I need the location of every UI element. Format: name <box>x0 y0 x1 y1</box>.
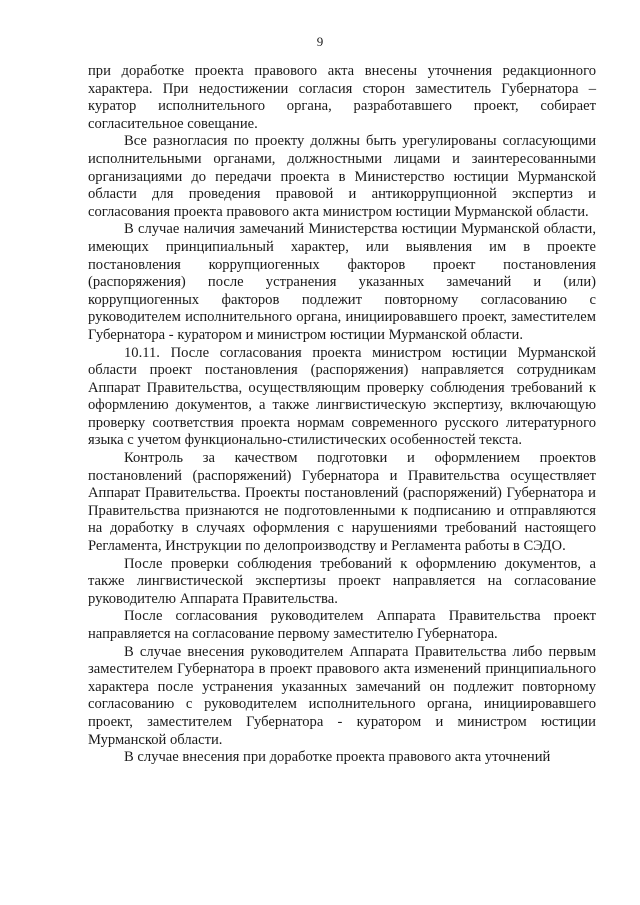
paragraph: Все разногласия по проекту должны быть урегулированы согласующими исполнительными органами, должностными лицами и заинтересованными организациями до передачи проекта в Министерство юстиции Мурманской области для проведения правовой и антикоррупционной экспертиз и согласования проекта правового акта министром юстиции Мурманской области. <box>88 133 596 220</box>
page-number: 9 <box>316 34 324 49</box>
document-body <box>88 63 596 767</box>
paragraph: После проверки соблюдения требований к оформлению документов, а также лингвистической экспертизы проект направляется на согласование руководителю Аппарата Правительства. <box>88 555 596 607</box>
paragraph: В случае внесения при доработке проекта правового акта уточнений <box>124 749 551 766</box>
paragraph: В случае наличия замечаний Министерства юстиции Мурманской области, имеющих принципиальный характер, или выявления им в проекте постановления коррупциогенных факторов проект постановления (распоряжения) после устранения указанных замечаний и (или) коррупциогенных факторов подлежит повторному согласованию с руководителем исполнительного органа, инициировавшего проект, заместителем Губернатора - куратором и министром юстиции Мурманской области. <box>88 221 596 343</box>
paragraph: 10.11. После согласования проекта министром юстиции Мурманской области проект постановления (распоряжения) направляется сотрудникам Аппарат Правительства, осуществляющим проверку соблюдения требований к оформлению документов, а также лингвистическую экспертизу, включающую проверку соответствия проекта нормам современного русского литературного языка с учетом функционально-стилистических особенностей текста. <box>88 344 596 449</box>
paragraph: при доработке проекта правового акта внесены уточнения редакционного характера. При недостижении согласия сторон заместитель Губернатора – куратор исполнительного органа, разработавшего проект, собирает согласительное совещание. <box>88 63 596 132</box>
paragraph: Контроль за качеством подготовки и оформлением проектов постановлений (распоряжений) Губернатора и Правительства осуществляет Аппарат Правительства. Проекты постановлений (распоряжений) Губернатора и Правительства признаются не подготовленными к подписанию и отправляются на доработку в случаях оформления с нарушениями требований настоящего Регламента, Инструкции по делопроизводству и Регламента работы в СЭДО. <box>88 450 596 555</box>
paragraph: В случае внесения руководителем Аппарата Правительства либо первым заместителем Губернатора в проект правового акта изменений принципиального характера после устранения указанных замечаний он подлежит повторному согласованию с руководителем исполнительного органа, инициировавшего проект, заместителем Губернатора - куратором и министром юстиции Мурманской области. <box>88 643 596 748</box>
paragraph: После согласования руководителем Аппарата Правительства проект направляется на согласование первому заместителю Губернатора. <box>88 608 596 642</box>
